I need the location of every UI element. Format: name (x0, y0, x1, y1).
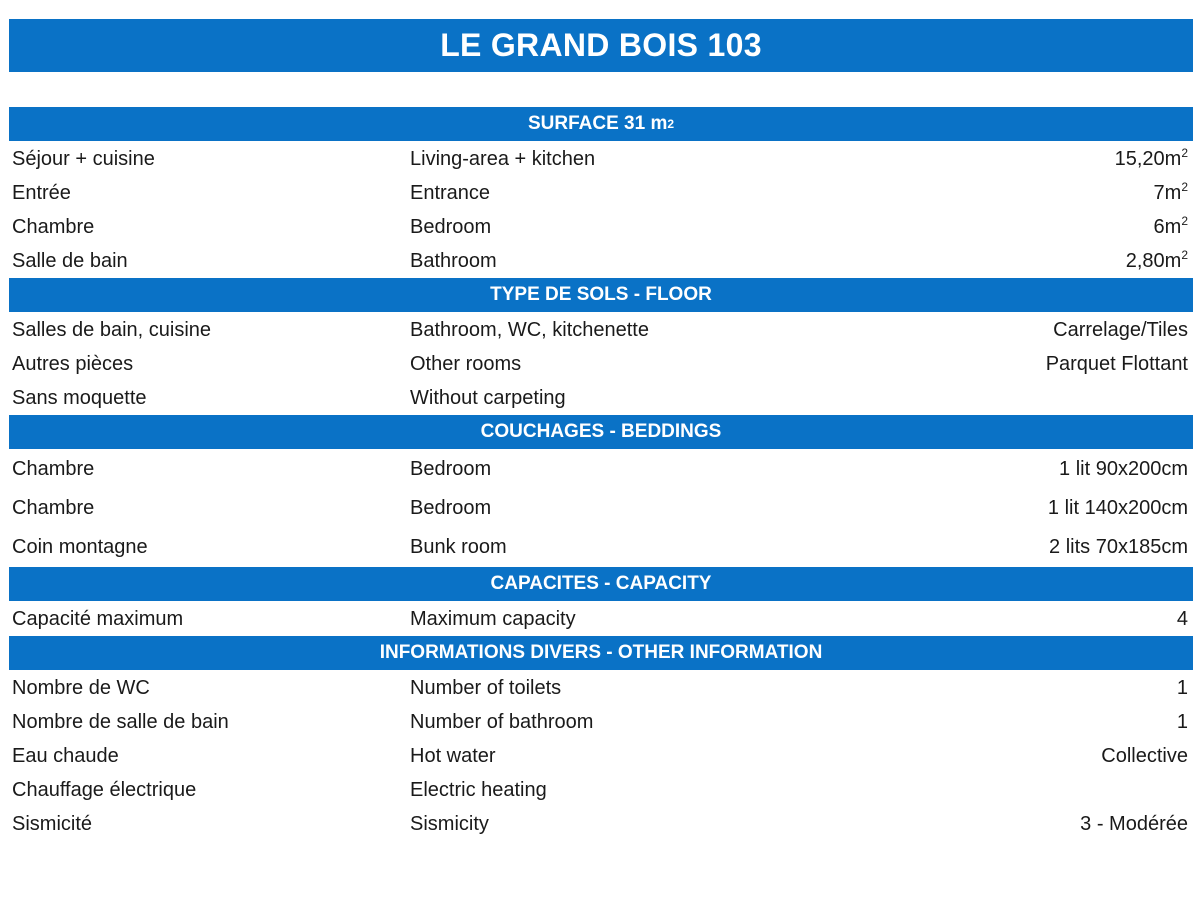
table-row (9, 176, 1193, 210)
english-label: Bathroom, WC, kitchenette (410, 318, 649, 341)
row-value-text: 7m (1153, 181, 1182, 204)
row-value-text: Collective (1101, 744, 1188, 767)
section-heading (9, 415, 1193, 450)
table-row (9, 739, 1193, 773)
property-info-table (9, 107, 1193, 841)
row-value-text: 2,80m (1125, 249, 1182, 272)
english-label: Without carpeting (410, 386, 566, 409)
section-heading-text: SURFACE 31 m (527, 113, 668, 134)
french-label: Autres pièces (12, 352, 134, 375)
row-value-superscript: 2 (1181, 145, 1188, 160)
row-value-text: Carrelage/Tiles (1053, 318, 1188, 341)
row-value-text: 2 lits 70x185cm (1049, 536, 1188, 558)
french-label: Salle de bain (12, 249, 128, 272)
row-value (910, 319, 1193, 342)
row-value-superscript: 2 (1181, 179, 1188, 194)
page-title: LE GRAND BOIS 103 (9, 19, 1193, 72)
french-label: Chambre (12, 215, 95, 238)
table-row (9, 705, 1193, 739)
table-row (9, 489, 1193, 528)
table-row (9, 602, 1193, 636)
row-value (910, 458, 1193, 481)
table-row (9, 528, 1193, 567)
english-label: Bedroom (410, 497, 492, 519)
row-value (910, 247, 1193, 273)
row-value (910, 536, 1193, 559)
english-label: Number of toilets (410, 676, 562, 699)
row-value-text: Parquet Flottant (1045, 352, 1188, 375)
table-row (9, 142, 1193, 176)
french-label: Sans moquette (12, 386, 147, 409)
section-heading-text: CAPACITES - CAPACITY (490, 573, 712, 594)
french-label: Séjour + cuisine (12, 147, 155, 170)
table-row (9, 450, 1193, 489)
french-label: Chambre (12, 458, 95, 480)
table-row (9, 807, 1193, 841)
section-heading (9, 278, 1193, 313)
french-label: Sismicité (12, 812, 93, 835)
section-heading (9, 567, 1193, 602)
french-label: Chambre (12, 497, 95, 519)
table-row (9, 381, 1193, 415)
english-label: Bunk room (410, 536, 507, 558)
row-value-text: 3 - Modérée (1080, 812, 1188, 835)
french-label: Nombre de WC (12, 676, 150, 699)
row-value-text: 1 lit 90x200cm (1059, 458, 1188, 480)
row-value (910, 677, 1193, 700)
english-label: Sismicity (410, 812, 489, 835)
table-row (9, 347, 1193, 381)
section-heading-text: INFORMATIONS DIVERS - OTHER INFORMATION (379, 642, 823, 663)
row-value (910, 497, 1193, 520)
english-label: Maximum capacity (410, 607, 576, 630)
row-value-text: 15,20m (1114, 147, 1182, 170)
french-label: Capacité maximum (12, 607, 184, 630)
row-value-text: 4 (1176, 607, 1188, 630)
french-label: Entrée (12, 181, 71, 204)
row-value (910, 213, 1193, 239)
row-value (910, 353, 1193, 376)
french-label: Coin montagne (12, 536, 148, 558)
english-label: Bedroom (410, 458, 492, 480)
table-row (9, 773, 1193, 807)
english-label: Living-area + kitchen (410, 147, 596, 170)
table-row (9, 244, 1193, 278)
french-label: Salles de bain, cuisine (12, 318, 212, 341)
french-label: Nombre de salle de bain (12, 710, 229, 733)
section-heading: SURFACE 31 m 2 (9, 107, 1193, 142)
english-label: Number of bathroom (410, 710, 594, 733)
french-label: Eau chaude (12, 744, 119, 767)
row-value-text: 6m (1153, 215, 1182, 238)
row-value (910, 608, 1193, 631)
row-value (910, 179, 1193, 205)
english-label: Electric heating (410, 778, 547, 801)
table-row (9, 671, 1193, 705)
english-label: Bathroom (410, 249, 497, 272)
row-value (910, 711, 1193, 734)
row-value (910, 813, 1193, 836)
english-label: Entrance (410, 181, 491, 204)
french-label: Chauffage électrique (12, 778, 197, 801)
row-value-text: 1 lit 140x200cm (1047, 497, 1188, 519)
english-label: Hot water (410, 744, 496, 767)
section-heading (9, 636, 1193, 671)
table-row (9, 210, 1193, 244)
english-label: Bedroom (410, 215, 492, 238)
row-value-superscript: 2 (1181, 247, 1188, 262)
english-label: Other rooms (410, 352, 522, 375)
table-row (9, 313, 1193, 347)
row-value (910, 145, 1193, 171)
section-heading-text: COUCHAGES - BEDDINGS (480, 421, 722, 442)
row-value-text: 1 (1176, 710, 1188, 733)
row-value (910, 745, 1193, 768)
row-value-text: 1 (1176, 676, 1188, 699)
row-value-superscript: 2 (1181, 213, 1188, 228)
section-heading-text: TYPE DE SOLS - FLOOR (490, 284, 712, 305)
